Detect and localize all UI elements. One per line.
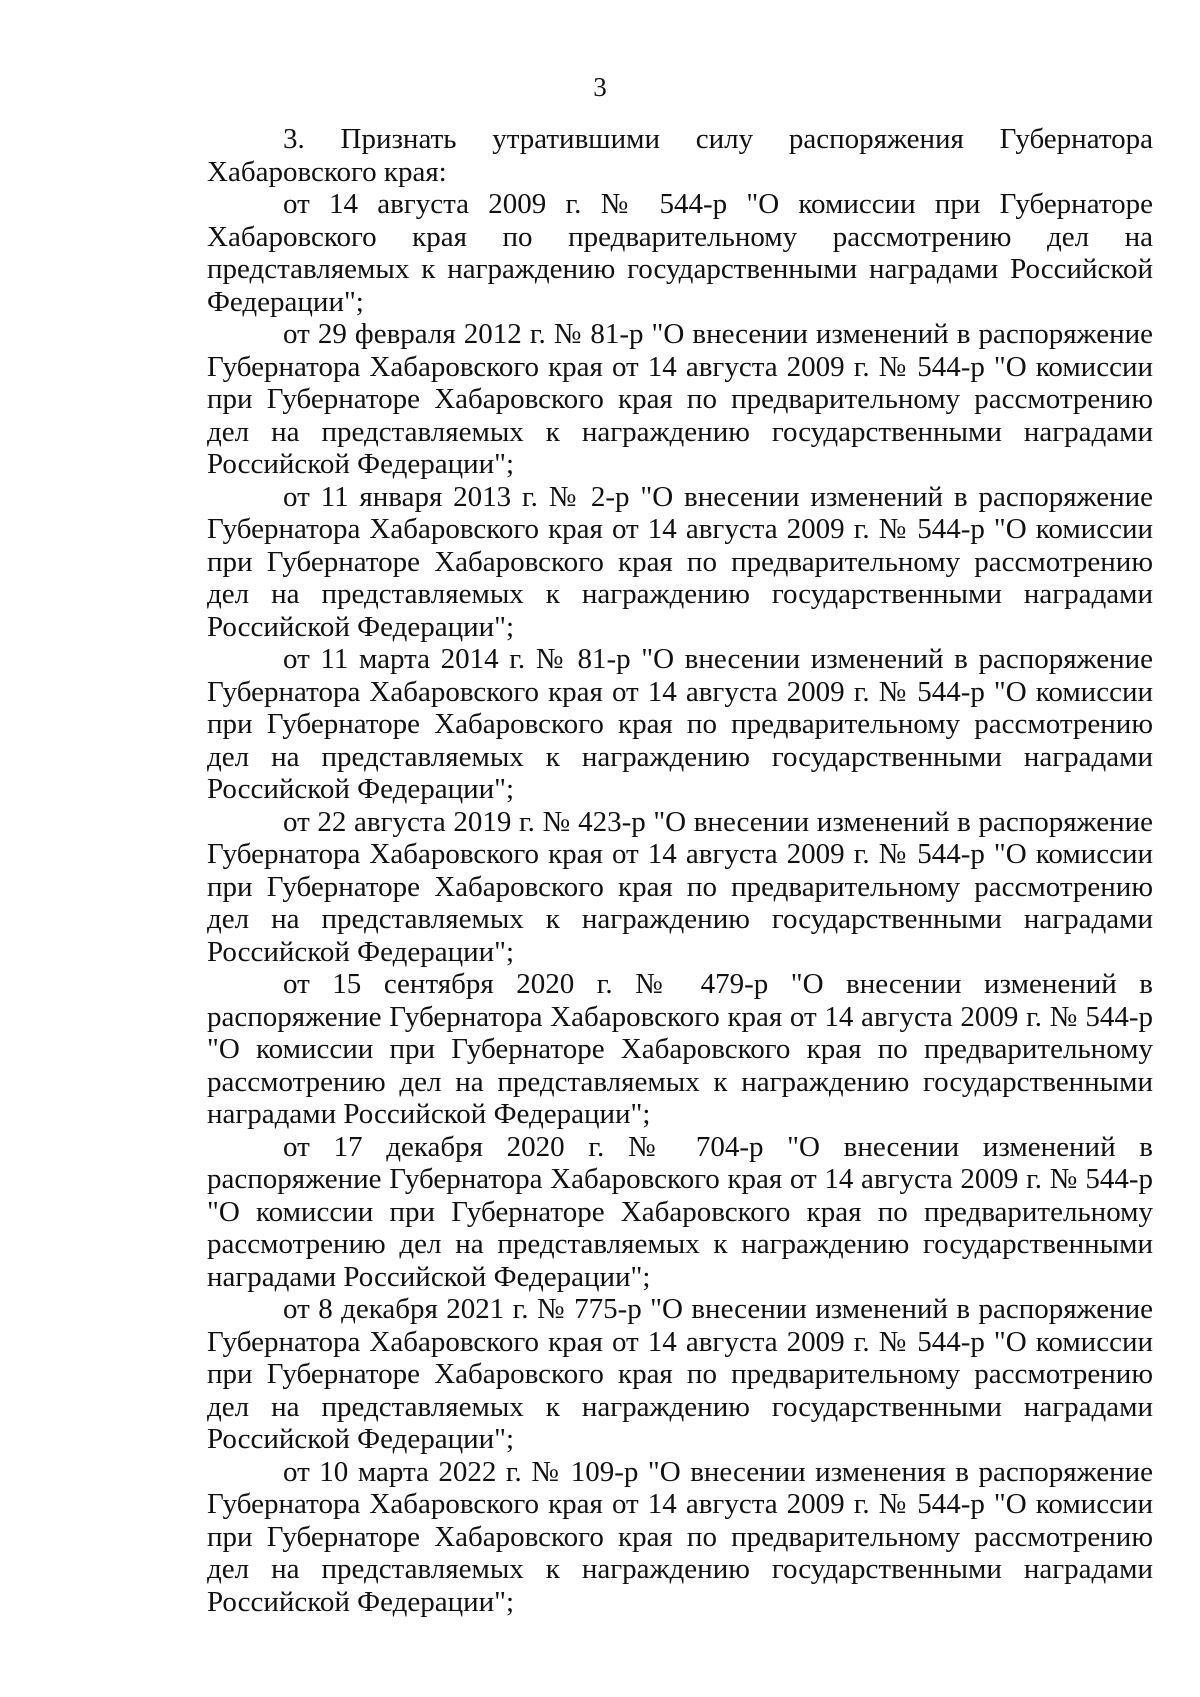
list-item-order-2021: от 8 декабря 2021 г. № 775-р "О внесении изменений в распоряжение Губернатора Хабаровского края от 14 августа 2009 г. № 544-р "О комиссии при Губернаторе Хабаровского края по предварительному рассмотрению дел на представляемых к награждению государственными наградами Российской Федерации";: [207, 1293, 1153, 1455]
list-item-order-2014: от 11 марта 2014 г. № 81-р "О внесении изменений в распоряжение Губернатора Хабаровского края от 14 августа 2009 г. № 544-р "О комиссии при Губернаторе Хабаровского края по предварительному рассмотрению дел на представляемых к награждению государственными наградами Российской Федерации";: [207, 643, 1153, 805]
list-item-order-2020-dec: от 17 декабря 2020 г. № 704-р "О внесении изменений в распоряжение Губернатора Хабаровского края от 14 августа 2009 г. № 544-р "О комиссии при Губернаторе Хабаровского края по предварительному рассмотрению дел на представляемых к награждению государственными наградами Российской Федерации";: [207, 1130, 1153, 1293]
page-number: 3: [593, 72, 607, 102]
list-item-order-2022: от 10 марта 2022 г. № 109-р "О внесении изменения в распоряжение Губернатора Хабаровского края от 14 августа 2009 г. № 544-р "О комиссии при Губернаторе Хабаровского края по предварительному рассмотрению дел на представляемых к награждению государственными наградами Российской Федерации";: [207, 1455, 1153, 1618]
paragraph-item-3-intro: 3. Признать утратившими силу распоряжения Губернатора Хабаровского края:: [207, 123, 1153, 188]
list-item-order-2013: от 11 января 2013 г. № 2-р "О внесении изменений в распоряжение Губернатора Хабаровского края от 14 августа 2009 г. № 544-р "О комиссии при Губернаторе Хабаровского края по предварительному рассмотрению дел на представляемых к награждению государственными наградами Российской Федерации";: [207, 480, 1153, 643]
list-item-order-2019: от 22 августа 2019 г. № 423-р "О внесении изменений в распоряжение Губернатора Хабаровского края от 14 августа 2009 г. № 544-р "О комиссии при Губернаторе Хабаровского края по предварительному рассмотрению дел на представляемых к награждению государственными наградами Российской Федерации";: [207, 805, 1153, 968]
document-body: [207, 123, 1153, 1618]
list-item-order-2009: от 14 августа 2009 г. № 544-р "О комиссии при Губернаторе Хабаровского края по предварительному рассмотрению дел на представляемых к награждению государственными наградами Российской Федерации";: [207, 188, 1153, 318]
list-item-order-2012: от 29 февраля 2012 г. № 81-р "О внесении изменений в распоряжение Губернатора Хабаровского края от 14 августа 2009 г. № 544-р "О комиссии при Губернаторе Хабаровского края по предварительному рассмотрению дел на представляемых к награждению государственными наградами Российской Федерации";: [207, 318, 1153, 480]
list-item-order-2020-sep: от 15 сентября 2020 г. № 479-р "О внесении изменений в распоряжение Губернатора Хабаровского края от 14 августа 2009 г. № 544-р "О комиссии при Губернаторе Хабаровского края по предварительному рассмотрению дел на представляемых к награждению государственными наградами Российской Федерации";: [207, 968, 1153, 1130]
